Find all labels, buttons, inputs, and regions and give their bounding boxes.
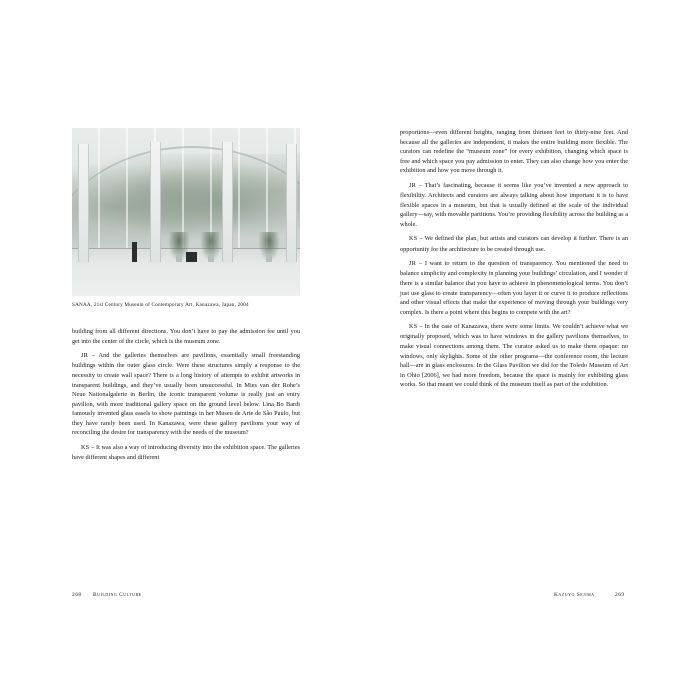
photo-mullion — [150, 142, 161, 262]
paragraph-text: – I want to return to the question of transparency. You mentioned the need to balance simplicity and complexity in planning your buildings’ circulation, and I wonder if there is a similar balance that you have to achieve in phenomenological terms. You don’t just use glass to create transparency—often you layer it or curve it to produce reflections and other visual effects that make the experience of moving through your buildings very complex. Is there a point where this begins to compete with the art? — [400, 260, 628, 316]
museum-photograph — [72, 128, 300, 296]
right-page-text-column — [400, 128, 628, 390]
speaker-label: JR — [409, 182, 417, 189]
photo-mullion — [286, 144, 297, 262]
paragraph — [400, 322, 628, 390]
photo-person-standing — [132, 242, 137, 262]
speaker-label: JR — [81, 353, 89, 360]
photo-mullion — [222, 142, 233, 262]
paragraph — [400, 181, 628, 230]
paragraph-text: – That’s fascinating, because it seems like you’ve invented a new approach to flexibility. Architects and curators are always talking about how important it is to have flexible spaces in a museum, but that is usually defined at the scale of the individual gallery—say, with movable partitions. You’re providing flexibility across the building as a whole. — [400, 181, 628, 228]
paragraph-text: – It was also a way of introducing diversity into the exhibition space. The galleries have different shapes and different — [72, 443, 300, 462]
photo-potted-plant — [200, 232, 222, 262]
folio-number-right: 269 — [615, 592, 625, 598]
paragraph — [400, 234, 628, 254]
left-page-text-column — [72, 327, 300, 463]
paragraph — [72, 351, 300, 438]
folio-title-right: Kazuyo Sejima — [554, 592, 595, 598]
paragraph-text: – And the galleries themselves are pavilions, essentially small freestanding buildings within the outer glass circle. Were these structures simply a response to the necessity to create wall space? There is a long history of attempts to exhibit artworks in transparent buildings, and they’ve usually been unsuccessful. In Mies van der Rohe’s Neue Nationalgalerie in Berlin, the iconic transparent volume is really just an entry pavilion, with more traditional gallery space on the ground level below. Lina Bo Bardi famously invented glass easels to show paintings in her Museu de Arte de São Paulo, but they have rarely been used. In Kanazawa, were these gallery pavilions your way of reconciling the desire for transparency with the needs of the museum? — [72, 352, 300, 437]
folio-title-left: Building Culture — [93, 592, 142, 598]
speaker-label: KS — [409, 236, 418, 243]
paragraph — [72, 327, 300, 346]
left-page — [72, 128, 300, 580]
speaker-label: JR — [409, 261, 417, 268]
right-page — [400, 128, 628, 580]
paragraph — [400, 128, 628, 176]
photo-potted-plant — [258, 232, 280, 262]
paragraph — [400, 259, 628, 317]
paragraph — [72, 443, 300, 463]
paragraph-text: proportions—even different heights, ranging from thirteen feet to thirty-nine feet. And because all the galleries are independent, it makes the entire building more flexible. The curators can redefine the “museum zone” for every exhibition, changing which space is free and which space you pay admission to enter. They can also change how you enter the exhibition and how you move through it. — [400, 129, 628, 175]
paragraph-text: – We defined the plan, but artists and curators can develop it further. There is an opportunity for the architecture to be created through use. — [400, 235, 628, 253]
photo-mullion — [78, 144, 89, 262]
paragraph-text: building from all different directions. You don’t have to pay the admission fee until you get into the center of the circle, which is the museum zone. — [72, 328, 300, 345]
photo-person-seated — [186, 252, 197, 262]
photo-caption: SANAA, 21st Century Museum of Contemporary Art, Kanazawa, Japan, 2004 — [72, 302, 249, 308]
folio-number-left: 268 — [72, 592, 82, 598]
paragraph-text: – In the case of Kanazawa, there were some limits. We couldn’t achieve what we originally proposed, which was to have windows in the gallery pavilions themselves, to make visual connections among them. The curator asked us to make them opaque: no windows, only skylights. Some of the other programs—the conference room, the lecture hall—are in glass enclosures. In the Glass Pavilion we did for the Toledo Museum of Art in Ohio [2006], we had more freedom, because the space is mainly for exhibiting glass works. So that meant we could think of the museum itself as part of the exhibition. — [400, 323, 629, 389]
speaker-label: KS — [409, 324, 418, 331]
speaker-label: KS — [81, 444, 90, 451]
